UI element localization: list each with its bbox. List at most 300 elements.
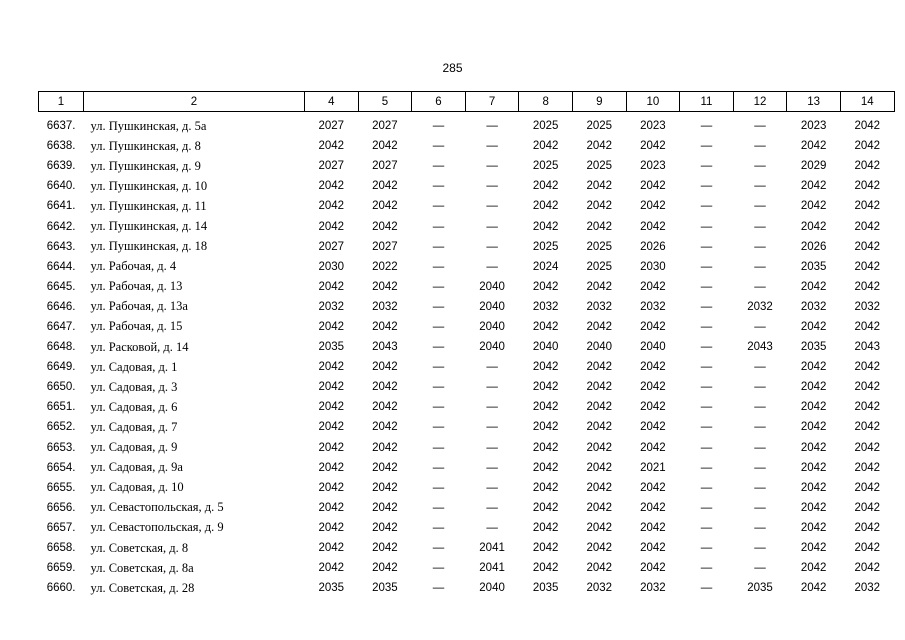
value-cell: 2042 [640, 200, 666, 213]
value-cell: 2042 [800, 501, 827, 514]
value-cell: — [754, 220, 766, 233]
value-cell: — [700, 260, 713, 273]
address-cell: ул. Садовая, д. 7 [90, 419, 178, 434]
address-cell: ул. Рабочая, д. 13 [90, 279, 183, 294]
value-cell: 2032 [532, 300, 559, 313]
value-cell: 2042 [318, 180, 345, 193]
data-table [38, 91, 895, 598]
value-cell: 2042 [372, 421, 398, 434]
header-cell: 11 [680, 92, 734, 112]
value-cell: — [700, 320, 713, 333]
value-cell: 2042 [532, 381, 559, 394]
value-cell: — [700, 421, 713, 434]
page-number: 285 [442, 61, 463, 75]
value-cell: 2042 [372, 361, 398, 374]
value-cell: — [432, 582, 445, 595]
value-cell: 2042 [586, 280, 613, 293]
value-cell: 2042 [854, 200, 881, 213]
value-cell: 2042 [854, 521, 881, 534]
value-cell: 2042 [854, 562, 881, 575]
value-cell: 2042 [800, 582, 827, 595]
table-row [39, 297, 895, 317]
value-cell: 2027 [372, 120, 398, 133]
table-row [39, 377, 895, 397]
value-cell: 2042 [854, 441, 881, 454]
value-cell: 2042 [640, 361, 666, 374]
value-cell: 2032 [318, 300, 345, 313]
value-cell: 2042 [372, 140, 398, 153]
value-cell: 2025 [586, 260, 613, 273]
value-cell: — [432, 240, 445, 253]
value-cell: 2042 [318, 441, 345, 454]
value-cell: 2042 [318, 542, 345, 555]
value-cell: 2042 [800, 441, 827, 454]
value-cell: 2040 [479, 280, 505, 293]
value-cell: 2023 [640, 160, 666, 173]
value-cell: 2035 [318, 582, 345, 595]
address-cell: ул. Садовая, д. 10 [90, 480, 184, 495]
value-cell: 2032 [586, 300, 613, 313]
value-cell: 2042 [854, 542, 881, 555]
value-cell: — [432, 542, 445, 555]
value-cell: 2025 [586, 120, 613, 133]
table-row [39, 357, 895, 377]
value-cell: 2042 [586, 320, 613, 333]
value-cell: 2040 [479, 341, 505, 354]
value-cell: 2042 [854, 461, 881, 474]
value-cell: 2042 [640, 180, 666, 193]
value-cell: — [700, 461, 713, 474]
value-cell: — [700, 220, 713, 233]
value-cell: 2042 [318, 140, 345, 153]
table-row [39, 156, 895, 176]
value-cell: 2042 [532, 521, 559, 534]
value-cell: 2042 [800, 421, 827, 434]
value-cell: 2042 [586, 381, 613, 394]
value-cell: 2041 [479, 542, 505, 555]
value-cell: 2042 [372, 320, 398, 333]
value-cell: 2032 [747, 300, 773, 313]
value-cell: — [754, 260, 766, 273]
value-cell: — [754, 180, 766, 193]
value-cell: 2035 [372, 582, 398, 595]
address-cell: ул. Советская, д. 8а [90, 560, 194, 575]
value-cell: 2042 [532, 361, 559, 374]
value-cell: — [432, 361, 445, 374]
value-cell: 2042 [372, 521, 398, 534]
value-cell: 2027 [372, 160, 398, 173]
value-cell: 2042 [586, 200, 613, 213]
value-cell: 2042 [800, 521, 827, 534]
row-number: 6642. [46, 220, 76, 233]
value-cell: — [700, 341, 713, 354]
value-cell: — [754, 280, 766, 293]
value-cell: — [432, 200, 445, 213]
row-number: 6650. [46, 381, 76, 394]
header-cell: 5 [358, 92, 412, 112]
value-cell: 2042 [854, 260, 881, 273]
value-cell: 2030 [318, 260, 345, 273]
value-cell: 2042 [532, 421, 559, 434]
value-cell: — [486, 461, 498, 474]
header-cell: 1 [39, 92, 84, 112]
value-cell: 2042 [532, 441, 559, 454]
value-cell: 2042 [532, 501, 559, 514]
row-number: 6655. [46, 481, 76, 494]
value-cell: 2040 [479, 582, 505, 595]
table-row [39, 538, 895, 558]
value-cell: — [700, 562, 713, 575]
table-row [39, 558, 895, 578]
address-cell: ул. Севастопольская, д. 9 [90, 520, 224, 535]
address-cell: ул. Пушкинская, д. 8 [90, 138, 201, 153]
table-row [39, 196, 895, 216]
header-cell: 8 [519, 92, 573, 112]
value-cell: 2042 [318, 220, 345, 233]
value-cell: — [754, 120, 766, 133]
value-cell: 2042 [318, 461, 345, 474]
address-cell: ул. Рабочая, д. 15 [90, 319, 183, 334]
row-number: 6637. [46, 120, 76, 133]
value-cell: 2040 [479, 320, 505, 333]
value-cell: 2042 [318, 562, 345, 575]
value-cell: 2042 [532, 280, 559, 293]
address-cell: ул. Садовая, д. 9а [90, 460, 183, 475]
value-cell: — [700, 120, 713, 133]
value-cell: 2042 [854, 280, 881, 293]
address-cell: ул. Севастопольская, д. 5 [90, 500, 224, 515]
value-cell: — [486, 401, 498, 414]
row-number: 6643. [46, 240, 76, 253]
value-cell: 2021 [640, 461, 666, 474]
value-cell: 2042 [800, 200, 827, 213]
value-cell: 2042 [532, 220, 559, 233]
value-cell: 2042 [800, 381, 827, 394]
value-cell: 2042 [372, 562, 398, 575]
row-number: 6647. [46, 320, 76, 333]
address-cell: ул. Пушкинская, д. 18 [90, 239, 208, 254]
value-cell: 2035 [800, 341, 827, 354]
row-number: 6640. [46, 180, 76, 193]
row-number: 6654. [46, 461, 76, 474]
value-cell: 2042 [854, 140, 881, 153]
row-number: 6653. [46, 441, 76, 454]
table-row [39, 257, 895, 277]
value-cell: 2029 [800, 160, 827, 173]
value-cell: — [432, 260, 445, 273]
value-cell: 2042 [372, 220, 398, 233]
row-number: 6641. [46, 200, 76, 213]
value-cell: 2042 [372, 461, 398, 474]
value-cell: — [486, 140, 498, 153]
table-row [39, 518, 895, 538]
value-cell: 2042 [318, 381, 345, 394]
value-cell: 2042 [318, 401, 345, 414]
value-cell: — [754, 381, 766, 394]
value-cell: 2042 [854, 381, 881, 394]
table-row [39, 277, 895, 297]
value-cell: 2042 [640, 441, 666, 454]
value-cell: — [700, 160, 713, 173]
value-cell: 2025 [586, 160, 613, 173]
value-cell: 2022 [372, 260, 398, 273]
value-cell: 2042 [318, 521, 345, 534]
row-number: 6656. [46, 501, 76, 514]
address-cell: ул. Садовая, д. 9 [90, 440, 178, 455]
value-cell: 2042 [854, 320, 881, 333]
value-cell: 2042 [372, 481, 398, 494]
value-cell: — [700, 140, 713, 153]
address-cell: ул. Рабочая, д. 13а [90, 299, 188, 314]
value-cell: 2042 [800, 461, 827, 474]
value-cell: — [754, 542, 766, 555]
value-cell: — [432, 220, 445, 233]
value-cell: 2035 [747, 582, 773, 595]
value-cell: 2041 [479, 562, 505, 575]
value-cell: 2027 [318, 160, 345, 173]
value-cell: 2042 [854, 481, 881, 494]
value-cell: — [432, 180, 445, 193]
value-cell: — [754, 521, 766, 534]
address-cell: ул. Садовая, д. 1 [90, 359, 178, 374]
header-cell: 12 [733, 92, 787, 112]
value-cell: 2042 [372, 542, 398, 555]
value-cell: 2042 [640, 401, 666, 414]
value-cell: — [754, 481, 766, 494]
address-cell: ул. Советская, д. 8 [90, 540, 189, 555]
value-cell: 2042 [854, 501, 881, 514]
value-cell: 2042 [372, 441, 398, 454]
value-cell: 2042 [318, 280, 345, 293]
value-cell: 2042 [854, 180, 881, 193]
value-cell: 2025 [532, 160, 559, 173]
value-cell: — [486, 421, 498, 434]
value-cell: 2042 [586, 461, 613, 474]
value-cell: — [754, 140, 766, 153]
value-cell: 2040 [640, 341, 666, 354]
value-cell: 2043 [372, 341, 398, 354]
value-cell: 2025 [532, 240, 559, 253]
table-row [39, 317, 895, 337]
table-row [39, 417, 895, 437]
value-cell: 2042 [854, 421, 881, 434]
value-cell: 2042 [586, 441, 613, 454]
value-cell: 2042 [640, 562, 666, 575]
header-cell: 10 [626, 92, 680, 112]
value-cell: — [700, 401, 713, 414]
address-cell: ул. Пушкинская, д. 11 [90, 198, 207, 213]
value-cell: 2042 [800, 542, 827, 555]
header-cell: 4 [305, 92, 359, 112]
value-cell: 2042 [800, 140, 827, 153]
value-cell: 2043 [854, 341, 881, 354]
value-cell: 2042 [586, 361, 613, 374]
value-cell: 2042 [640, 501, 666, 514]
value-cell: — [486, 240, 498, 253]
value-cell: 2026 [640, 240, 666, 253]
value-cell: — [486, 501, 498, 514]
value-cell: 2025 [532, 120, 559, 133]
value-cell: 2042 [318, 320, 345, 333]
address-cell: ул. Садовая, д. 6 [90, 399, 178, 414]
value-cell: 2042 [854, 240, 881, 253]
value-cell: — [754, 501, 766, 514]
row-number: 6648. [46, 341, 76, 354]
header-cell: 14 [840, 92, 894, 112]
value-cell: 2042 [372, 401, 398, 414]
value-cell: 2023 [800, 120, 827, 133]
value-cell: 2042 [532, 542, 559, 555]
table-row [39, 578, 895, 598]
value-cell: — [754, 562, 766, 575]
value-cell: 2042 [854, 120, 881, 133]
value-cell: — [700, 200, 713, 213]
value-cell: — [486, 481, 498, 494]
value-cell: 2042 [586, 401, 613, 414]
value-cell: — [700, 521, 713, 534]
value-cell: 2042 [640, 521, 666, 534]
value-cell: — [700, 542, 713, 555]
value-cell: 2026 [800, 240, 827, 253]
value-cell: — [432, 280, 445, 293]
value-cell: 2042 [586, 481, 613, 494]
value-cell: 2042 [854, 361, 881, 374]
value-cell: — [432, 320, 445, 333]
value-cell: — [700, 441, 713, 454]
value-cell: — [432, 562, 445, 575]
value-cell: — [486, 220, 498, 233]
table-body [39, 112, 895, 599]
value-cell: 2040 [532, 341, 559, 354]
table-row [39, 337, 895, 357]
value-cell: — [432, 521, 445, 534]
value-cell: 2023 [640, 120, 666, 133]
value-cell: 2042 [640, 421, 666, 434]
value-cell: — [700, 481, 713, 494]
address-cell: ул. Советская, д. 28 [90, 580, 195, 595]
table-row [39, 176, 895, 196]
value-cell: — [700, 582, 713, 595]
value-cell: 2024 [532, 260, 559, 273]
row-number: 6660. [46, 582, 76, 595]
value-cell: 2042 [318, 481, 345, 494]
header-row [39, 92, 895, 112]
value-cell: 2042 [586, 521, 613, 534]
value-cell: — [432, 140, 445, 153]
value-cell: 2042 [372, 280, 398, 293]
value-cell: 2042 [854, 220, 881, 233]
value-cell: — [700, 280, 713, 293]
row-number: 6659. [46, 562, 76, 575]
value-cell: 2042 [854, 160, 881, 173]
row-number: 6639. [46, 160, 76, 173]
value-cell: 2042 [640, 280, 666, 293]
address-cell: ул. Пушкинская, д. 5а [90, 118, 207, 133]
value-cell: 2042 [318, 421, 345, 434]
table-row [39, 438, 895, 458]
value-cell: 2042 [586, 421, 613, 434]
row-number: 6652. [46, 421, 76, 434]
value-cell: 2040 [586, 341, 613, 354]
value-cell: 2042 [800, 220, 827, 233]
row-number: 6658. [46, 542, 76, 555]
row-number: 6649. [46, 361, 76, 374]
value-cell: 2042 [372, 501, 398, 514]
header-cell: 9 [572, 92, 626, 112]
table-row [39, 397, 895, 417]
value-cell: 2042 [372, 180, 398, 193]
value-cell: — [700, 180, 713, 193]
value-cell: 2042 [532, 401, 559, 414]
value-cell: — [432, 501, 445, 514]
value-cell: 2042 [586, 501, 613, 514]
value-cell: 2042 [800, 481, 827, 494]
value-cell: 2042 [532, 180, 559, 193]
value-cell: — [432, 120, 445, 133]
value-cell: — [432, 401, 445, 414]
value-cell: — [700, 381, 713, 394]
value-cell: — [700, 300, 713, 313]
value-cell: 2032 [854, 582, 881, 595]
table-row [39, 478, 895, 498]
row-number: 6657. [46, 521, 76, 534]
value-cell: 2042 [586, 542, 613, 555]
value-cell: 2025 [586, 240, 613, 253]
value-cell: — [754, 361, 766, 374]
value-cell: — [700, 501, 713, 514]
value-cell: 2042 [586, 220, 613, 233]
row-number: 6645. [46, 280, 76, 293]
value-cell: — [432, 381, 445, 394]
value-cell: 2042 [532, 562, 559, 575]
value-cell: 2042 [800, 401, 827, 414]
value-cell: 2042 [318, 501, 345, 514]
header-cell: 6 [412, 92, 466, 112]
address-cell: ул. Пушкинская, д. 9 [90, 158, 201, 173]
value-cell: — [754, 240, 766, 253]
value-cell: — [432, 300, 445, 313]
value-cell: — [486, 361, 498, 374]
row-number: 6646. [46, 300, 76, 313]
value-cell: 2027 [372, 240, 398, 253]
value-cell: 2032 [640, 582, 666, 595]
value-cell: 2040 [479, 300, 505, 313]
value-cell: 2032 [854, 300, 881, 313]
value-cell: 2042 [800, 320, 827, 333]
address-cell: ул. Расковой, д. 14 [90, 339, 189, 354]
value-cell: — [754, 421, 766, 434]
row-number: 6651. [46, 401, 76, 414]
value-cell: — [432, 341, 445, 354]
value-cell: 2032 [640, 300, 666, 313]
value-cell: — [754, 160, 766, 173]
value-cell: 2042 [800, 180, 827, 193]
value-cell: — [432, 441, 445, 454]
value-cell: 2042 [640, 320, 666, 333]
value-cell: 2030 [640, 260, 666, 273]
value-cell: — [432, 160, 445, 173]
value-cell: 2042 [318, 361, 345, 374]
value-cell: 2043 [747, 341, 773, 354]
value-cell: 2042 [640, 140, 666, 153]
value-cell: — [754, 441, 766, 454]
table-row [39, 216, 895, 236]
value-cell: 2042 [586, 562, 613, 575]
value-cell: 2042 [640, 381, 666, 394]
value-cell: 2042 [800, 562, 827, 575]
address-cell: ул. Пушкинская, д. 14 [90, 219, 208, 234]
value-cell: 2042 [586, 180, 613, 193]
